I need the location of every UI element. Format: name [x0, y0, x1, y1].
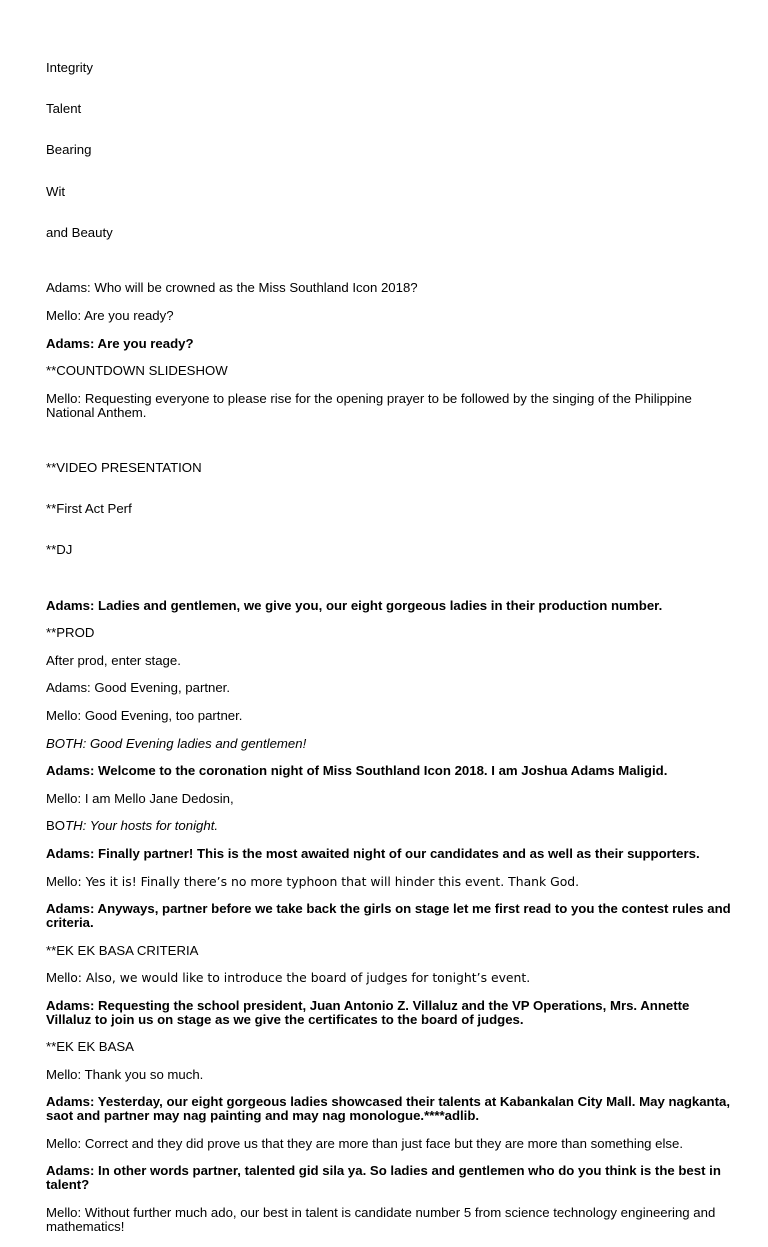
script-document — [46, 33, 736, 1247]
script-text: : Yes it is! Finally there’s no more typhoon that will hinder this event. Thank God. — [77, 873, 580, 889]
stage-cue: **PROD — [46, 625, 95, 641]
stage-cue-block — [46, 433, 736, 585]
script-line: Mello: Without further much ado, our best in talent is candidate number 5 from science technology engineering and mathematics! — [46, 1204, 719, 1234]
script-line: Mello: Requesting everyone to please rise for the opening prayer to be followed by the singing of the Philippine National Anthem. — [46, 390, 696, 420]
stage-cue: **DJ — [46, 542, 73, 558]
script-line: After prod, enter stage. — [46, 652, 181, 668]
script-line — [46, 875, 736, 889]
script-line: Adams: Who will be crowned as the Miss Southland Icon 2018? — [46, 280, 418, 296]
acrostic-line: Talent — [46, 100, 82, 116]
script-line: Adams: Yesterday, our eight gorgeous ladies showcased their talents at Kabankalan City Mall. May nagkanta, saot and partner may nag painting and may nag monologue.****adlib. — [46, 1094, 734, 1124]
script-line: Mello: Correct and they did prove us that they are more than just face but they are more than something else. — [46, 1135, 684, 1151]
stage-cue: **EK EK BASA CRITERIA — [46, 942, 199, 958]
script-line: Adams: In other words partner, talented gid sila ya. So ladies and gentlemen who do you think is the best in talent? — [46, 1163, 725, 1193]
acrostic-block — [46, 33, 736, 268]
speaker-fragment: Mell — [46, 970, 71, 986]
script-line: Adams: Are you ready? — [46, 335, 194, 351]
speaker-fragment: BO — [46, 818, 66, 834]
script-line: Mello: I am Mello Jane Dedosin, — [46, 790, 234, 806]
stage-cue: **First Act Perf — [46, 501, 132, 517]
script-line: Adams: Welcome to the coronation night of Miss Southland Icon 2018. I am Joshua Adams Maligid. — [46, 763, 668, 779]
stage-cue: **VIDEO PRESENTATION — [46, 459, 202, 475]
acrostic-line: Wit — [46, 183, 66, 199]
script-line: Mello: Thank you so much. — [46, 1066, 204, 1082]
stage-cue: **COUNTDOWN SLIDESHOW — [46, 363, 228, 379]
script-line: BOTH: Good Evening ladies and gentlemen! — [46, 735, 307, 751]
script-line — [46, 819, 736, 833]
stage-cue: **EK EK BASA — [46, 1039, 134, 1055]
acrostic-line: and Beauty — [46, 225, 113, 241]
script-line: Adams: Good Evening, partner. — [46, 680, 230, 696]
script-line — [46, 971, 736, 985]
script-line: Mello: Are you ready? — [46, 307, 174, 323]
speaker-name: Mello — [46, 873, 78, 889]
script-text: o: Also, we would like to introduce the board of judges for tonight’s event. — [70, 970, 531, 986]
script-line: Adams: Anyways, partner before we take back the girls on stage let me first read to you the contest rules and criteria. — [46, 901, 735, 930]
acrostic-line: Bearing — [46, 142, 92, 158]
script-text: TH: Your hosts for tonight. — [65, 818, 219, 834]
script-line: Mello: Good Evening, too partner. — [46, 708, 243, 724]
script-line: Adams: Ladies and gentlemen, we give you, our eight gorgeous ladies in their production number. — [46, 597, 663, 613]
script-line: Adams: Finally partner! This is the most awaited night of our candidates and as well as their supporters. — [46, 846, 700, 862]
script-line: Adams: Requesting the school president, Juan Antonio Z. Villaluz and the VP Operations, Mrs. Annette Villaluz to join us on stage as we give the certificates to the board of judges. — [46, 997, 694, 1027]
acrostic-line: Integrity — [46, 59, 93, 75]
